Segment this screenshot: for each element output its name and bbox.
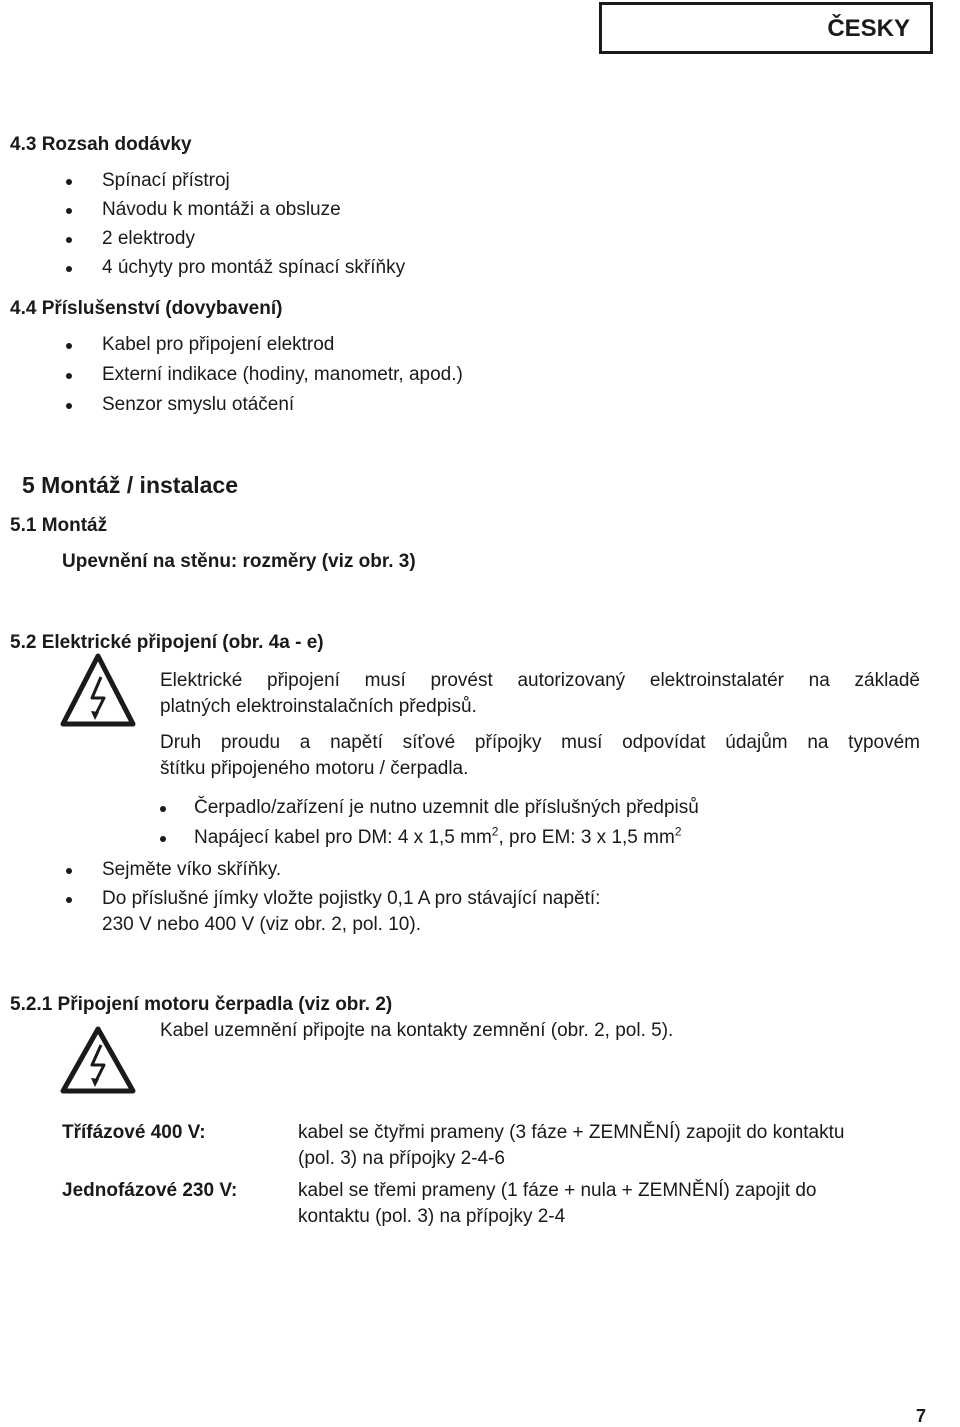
paragraph-line: Kabel uzemnění připojte na kontakty zemnění (obr. 2, pol. 5). [160,1020,674,1041]
superscript: 2 [674,824,682,839]
bullet [66,179,72,185]
section-5-1-subheading: Upevnění na stěnu: rozměry (viz obr. 3) [62,551,416,572]
bullet [66,237,72,243]
three-phase-label: Třífázové 400 V: [62,1122,206,1143]
list-item: Externí indikace (hodiny, manometr, apod.) [102,364,463,385]
bullet [66,266,72,272]
language-label-box [599,2,933,54]
superscript: 2 [491,824,499,839]
list-item: Senzor smyslu otáčení [102,394,295,415]
paragraph-line: platných elektroinstalačních předpisů. [160,696,477,717]
list-item: 2 elektrody [102,228,195,249]
bullet [66,403,72,409]
section-5-1-heading: 5.1 Montáž [10,515,108,536]
cable-text-em: , pro EM: 3 x 1,5 mm [498,827,675,848]
three-phase-text-line: (pol. 3) na přípojky 2-4-6 [298,1148,505,1169]
section-5-2-heading: 5.2 Elektrické připojení (obr. 4a - e) [10,632,324,653]
electrical-hazard-warning-icon [58,1023,138,1097]
three-phase-text-line: kabel se čtyřmi prameny (3 fáze + ZEMNĚNÍ) zapojit do kontaktu [298,1122,845,1143]
bullet [66,208,72,214]
bullet [66,343,72,349]
single-phase-label: Jednofázové 230 V: [62,1180,238,1201]
chapter-5-heading: 5 Montáž / instalace [22,472,239,498]
single-phase-text-line: kabel se třemi prameny (1 fáze + nula + ZEMNĚNÍ) zapojit do [298,1180,817,1201]
section-4-3-heading: 4.3 Rozsah dodávky [10,134,192,155]
list-item: Čerpadlo/zařízení je nutno uzemnit dle příslušných předpisů [194,797,699,818]
paragraph-line: štítku připojeného motoru / čerpadla. [160,758,469,779]
bullet [160,836,166,842]
paragraph-line: Druh proudu a napětí síťové přípojky musí odpovídat údajům na typovém [160,732,920,753]
bullet [160,806,166,812]
paragraph-line: Elektrické připojení musí provést autorizovaný elektroinstalatér na základě [160,670,920,691]
bullet [66,373,72,379]
section-4-4-heading: 4.4 Příslušenství (dovybavení) [10,298,283,319]
page-number: 7 [916,1406,927,1426]
list-item: Do příslušné jímky vložte pojistky 0,1 A pro stávající napětí: [102,888,601,909]
bullet [66,868,72,874]
electrical-hazard-warning-icon [58,650,138,732]
cable-text-dm: Napájecí kabel pro DM: 4 x 1,5 mm [194,827,492,848]
list-item: 4 úchyty pro montáž spínací skříňky [102,257,406,278]
language-label: ČESKY [827,15,910,42]
list-item: Spínací přístroj [102,170,230,191]
list-item: Sejměte víko skříňky. [102,859,282,880]
single-phase-text-line: kontaktu (pol. 3) na přípojky 2-4 [298,1206,566,1227]
bullet [66,897,72,903]
list-item: Návodu k montáži a obsluze [102,199,341,220]
list-item: 230 V nebo 400 V (viz obr. 2, pol. 10). [102,914,421,935]
list-item-cable [194,824,682,849]
section-5-2-1-heading: 5.2.1 Připojení motoru čerpadla (viz obr. 2) [10,994,393,1015]
list-item: Kabel pro připojení elektrod [102,334,335,355]
